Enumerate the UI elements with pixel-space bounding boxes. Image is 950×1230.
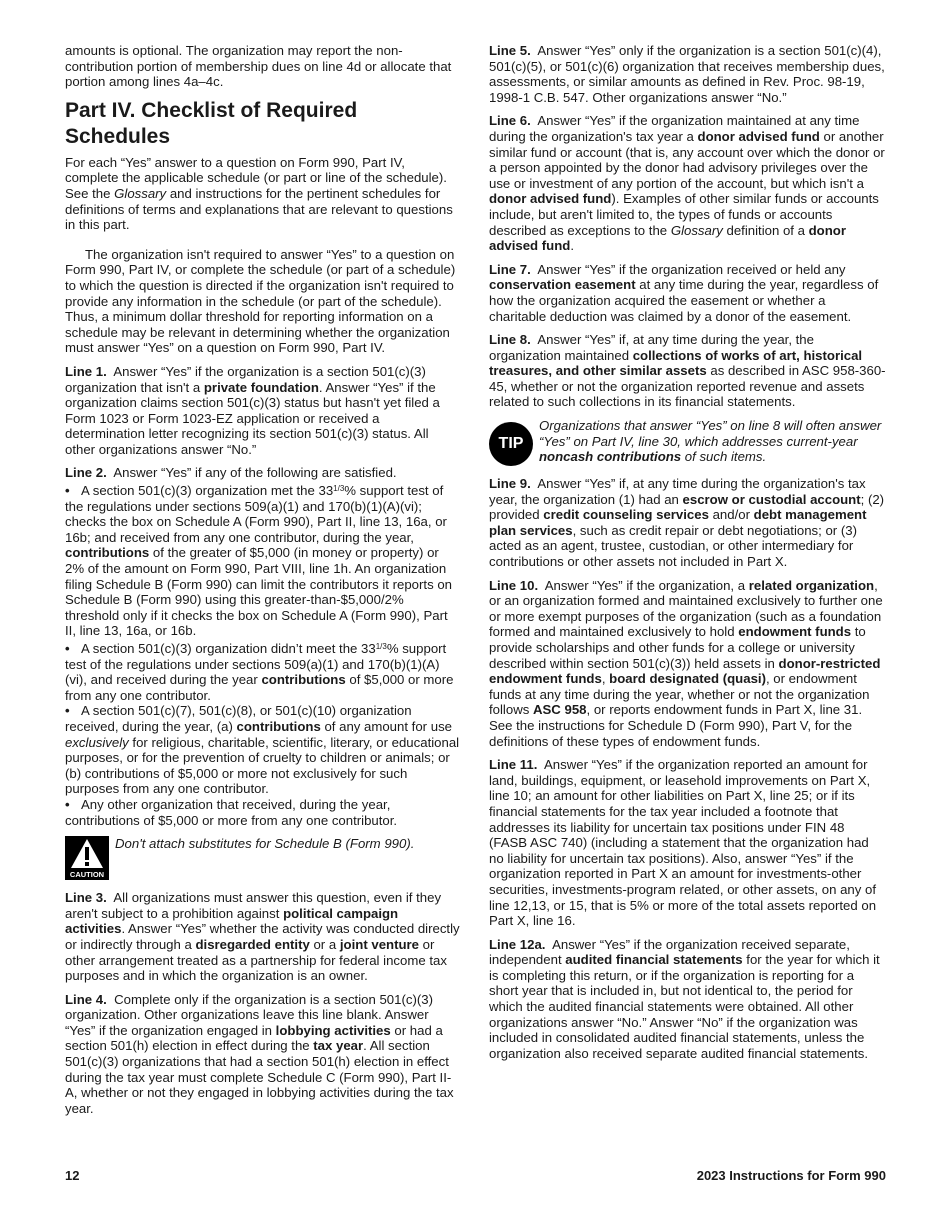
tip-label: TIP — [489, 422, 533, 466]
page-number: 12 — [65, 1168, 80, 1183]
tip-callout — [489, 418, 886, 466]
line-1-paragraph: Line 1. Answer “Yes” if the organization is a section 501(c)(3) organization that isn't a private foundation. Answer “Yes” if the organization claims section 501(c)(3) status but hasn't yet filed a Form 1023 or Form 1023-EZ application or received a determination letter recognizing its section 501(c)(3) status. All other organizations answer “No.” — [65, 363, 440, 457]
part4-intro-paragraph: For each “Yes” answer to a question on Form 990, Part IV, complete the applicable schedule (or part or line of the schedule). See the Glossary and instructions for the pertinent schedules for definitions of terms and explanations that are relevant to questions in this part. — [65, 154, 453, 233]
line-2-bullet-1: • A section 501(c)(3) organization met the $33^{1/3}\%$ support test of the regulations under sections 509(a)(1) and 170(b)(1)(A)(vi); checks the box on Schedule A (Form 990), Part II, line 13, 16a, or 16b; and received from any one contributor, during the year, contributions of the greater of $5,000 (in money or property) or 2% of the amount on Form 990, Part VIII, line 1h. An organization filing Schedule B (Form 990) can limit the contributors it reports on Schedule B (Form 990) using this greater-than-$5,000/2% threshold only if it checks the box on Schedule A (Form 990), Part II, line 13, 16a, or 16b. — [65, 481, 461, 639]
document-title: 2023 Instructions for Form 990 — [696, 1168, 886, 1183]
line-9-paragraph: Line 9. Answer “Yes” if, at any time during the organization's tax year, the organization (1) had an escrow or custodial account; (2) provided credit counseling services and/or debt management plan services, such as credit repair or debt negotiations; or (3) acted as an agent, trustee, custodian, or other intermediary for contributions or other assets not included in Part X. — [489, 476, 885, 570]
line-6-paragraph: Line 6. Answer “Yes” if the organization maintained at any time during the organization's tax year a donor advised fund or another similar fund or account (that is, any account over which the donor or a person appointed by the donor had advisory privileges over the use or investment of any portion of the account, but which isn't a donor advised fund). Examples of other similar funds or accounts include, but aren't limited to, the types of funds or accounts described as exceptions to the Glossary definition of a donor advised fund. — [489, 113, 885, 254]
tip-icon — [489, 418, 537, 466]
left-column — [65, 43, 461, 1124]
line-5-paragraph: Line 5. Answer “Yes” only if the organization is a section 501(c)(4), 501(c)(5), or 501(c)(6) organization that receives membership dues, assessments, or similar amounts as defined in Rev. Proc. 98-19, 1998-1 C.B. 547. Other organizations answer “No.” — [489, 43, 885, 105]
line-2-paragraph: Line 2. Answer “Yes” if any of the following are satisfied. — [65, 465, 397, 481]
line-10-paragraph: Line 10. Answer “Yes” if the organization, a related organization, or an organization formed and maintained exclusively to further one or more exempt purposes of the organization (such as a foundation formed and maintained exclusively to hold endowment funds to provide scholarships and other funds for a college or university described within section 501(c)(3)) held assets in donor-restricted endowment funds, board designated (quasi), or endowment funds at any time during the year, whether or not the organization follows ASC 958, or reports endowment funds in Part X, line 31. See the instructions for Schedule D (Form 990), Part V, for the definitions of these types of endowment funds. — [489, 577, 883, 749]
line-2-bullet-2: • A section 501(c)(3) organization didn’t meet the $33^{1/3}\%$ support test of the regulations under sections 509(a)(1) and 170(b)(1)(A)(vi), and received during the year contributions of $5,000 or more from any one contributor. — [65, 639, 461, 703]
caution-icon — [65, 836, 113, 880]
line-4-paragraph: Line 4. Complete only if the organization is a section 501(c)(3) organization. Other organizations leave this line blank. Answer “Yes” if the organization engaged in lobbying activities or had a section 501(h) election in effect during the tax year. All section 501(c)(3) organizations that had a section 501(h) election in effect during the tax year must complete Schedule C (Form 990), Part II-A, whether or not they engaged in lobbying activities during the tax year. — [65, 991, 454, 1116]
tip-text: Organizations that answer “Yes” on line 8 will often answer “Yes” on Part IV, line 30, which addresses current-year noncash contributions of such items. — [539, 418, 882, 465]
caution-callout — [65, 836, 461, 880]
line-2-bullet-4: • Any other organization that received, during the year, contributions of $5,000 or more from any one contributor. — [65, 797, 461, 828]
line-8-paragraph: Line 8. Answer “Yes” if, at any time during the year, the organization maintained collections of works of art, historical treasures, and other similar assets as described in ASC 958-360-45, whether or not the organization reported revenue and assets related to such collections in its financial statements. — [489, 332, 886, 410]
line-2-bullet-3: • A section 501(c)(7), 501(c)(8), or 501(c)(10) organization received, during the year, (a) contributions of any amount for use exclusively for religious, charitable, scientific, literary, or educational purposes, or for the prevention of cruelty to children or animals; or (b) contributions of $5,000 or more not exclusively for such purposes from any one contributor. — [65, 703, 461, 797]
caution-label: CAUTION — [69, 870, 105, 880]
section-heading: Part IV. Checklist of Required Schedules — [65, 98, 358, 148]
threshold-paragraph: The organization isn't required to answer “Yes” to a question on Form 990, Part IV, or complete the schedule (or part of a schedule) to which the question is directed if the organization isn't required to provide any information in the schedule (or part of the schedule). Thus, a minimum dollar threshold for reporting information on a schedule may be relevant in determining whether the organization must answer “Yes” on a question on Form 990, Part IV. — [65, 246, 456, 356]
line-3-paragraph: Line 3. All organizations must answer this question, even if they aren't subject to a prohibition against political campaign activities. Answer “Yes” whether the activity was conducted directly or indirectly through a disregarded entity or a joint venture or other arrangement treated as a partnership for federal income tax purposes and in which the organization is an owner. — [65, 890, 460, 984]
line-7-paragraph: Line 7. Answer “Yes” if the organization received or held any conservation easement at any time during the year, regardless of how the organization acquired the easement or whether a charitable deduction was claimed by a donor of the easement. — [489, 261, 879, 324]
intro-paragraph: amounts is optional. The organization may report the non-contribution portion of membership dues on line 4d or allocate that portion among lines 4a–4c. — [65, 43, 452, 90]
caution-text: Don't attach substitutes for Schedule B (Form 990). — [115, 836, 415, 852]
right-column — [489, 43, 886, 1069]
line-12a-paragraph: Line 12a. Answer “Yes” if the organization received separate, independent audited financial statements for the year for which it is completing this return, or if the organization is reporting for a short year that is included in, but not identical to, the period for which the audited financial statements were obtained. All other organizations answer “No.” Answer “No” if the organization was included in consolidated audited financial statements, unless the organization also received separate audited financial statements. — [489, 936, 880, 1061]
line-11-paragraph: Line 11. Answer “Yes” if the organization reported an amount for land, buildings, equipment, or leasehold improvements on Part X, line 10; an amount for other liabilities on Part X, line 25; or if its financial statements for the tax year included a footnote that addresses its liability for uncertain tax positions under FIN 48 (FASB ASC 740) (including a statement that the organization had no liability for uncertain tax positions). Also, answer “Yes” if the organization reported in Part X an amount for investments-other securities, investments-program related, or other assets, on any of line 12,13, or 15, that is 5% or more of the total assets reported on Part X, line 16. — [489, 757, 877, 929]
